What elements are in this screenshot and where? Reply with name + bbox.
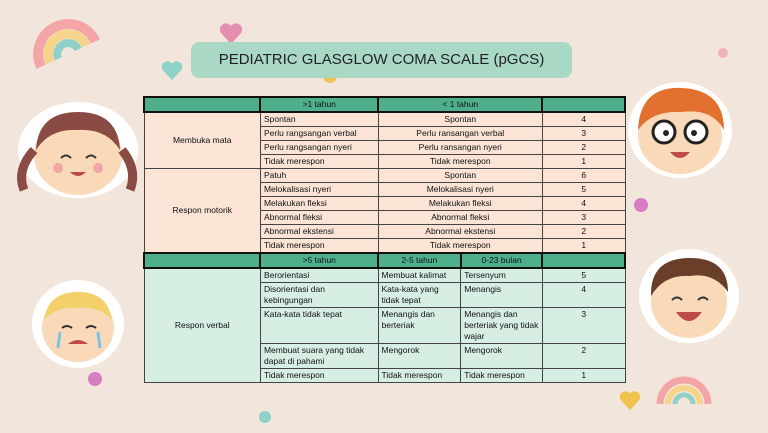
cell: Tidak merespon <box>260 369 378 383</box>
score-cell: 4 <box>542 283 625 308</box>
page-title: PEDIATRIC GLASGLOW COMA SCALE (pGCS) <box>191 42 572 78</box>
table-row <box>144 169 625 183</box>
cell: Mengorok <box>378 344 461 369</box>
cell: Abnormal ekstensi <box>378 225 542 239</box>
cell: Patuh <box>260 169 378 183</box>
cell: Spontan <box>378 112 542 127</box>
category-verbal: Respon verbal <box>144 268 260 383</box>
cell: Tidak merespon <box>378 239 542 254</box>
cell: Melokalisasi nyeri <box>378 183 542 197</box>
header-row-age-2 <box>144 253 625 268</box>
score-cell: 5 <box>542 183 625 197</box>
cell: Disorientasi dan kebingungan <box>260 283 378 308</box>
cell: Melokalisasi nyeri <box>260 183 378 197</box>
cell: Abnormal fleksi <box>260 211 378 225</box>
table-row <box>144 268 625 283</box>
laughing-boy-face-icon <box>638 246 740 344</box>
header-under-1-year: < 1 tahun <box>378 97 542 112</box>
category-motor: Respon motorik <box>144 169 260 254</box>
score-cell: 2 <box>542 344 625 369</box>
cell: Tidak merespon <box>461 369 543 383</box>
cell: Abnormal ekstensi <box>260 225 378 239</box>
header-over-5-years: >5 tahun <box>260 253 378 268</box>
table-row <box>144 112 625 127</box>
score-cell: 4 <box>542 197 625 211</box>
score-cell: 3 <box>542 127 625 141</box>
score-cell: 1 <box>542 369 625 383</box>
score-cell: 2 <box>542 141 625 155</box>
score-cell: 1 <box>542 239 625 254</box>
cell: Menangis dan berteriak <box>378 308 461 344</box>
boy-glasses-face-icon <box>626 80 734 180</box>
heart-icon <box>618 390 642 412</box>
cell: Tidak merespon <box>378 155 542 169</box>
cell: Kata-kata tidak tepat <box>260 308 378 344</box>
cell: Spontan <box>260 112 378 127</box>
score-cell: 3 <box>542 308 625 344</box>
score-cell: 6 <box>542 169 625 183</box>
dot-icon <box>716 46 730 60</box>
header-row-age-1 <box>144 97 625 112</box>
header-2-5-years: 2-5 tahun <box>378 253 461 268</box>
cell: Berorientasi <box>260 268 378 283</box>
score-cell: 2 <box>542 225 625 239</box>
cell: Perlu ransangan nyeri <box>378 141 542 155</box>
cell: Spontan <box>378 169 542 183</box>
cell: Melakukan fleksi <box>260 197 378 211</box>
cell: Membuat suara yang tidak dapat di pahami <box>260 344 378 369</box>
dot-icon <box>256 408 274 426</box>
score-cell: 5 <box>542 268 625 283</box>
rainbow-bottom-right-icon <box>656 364 712 408</box>
pgcs-table <box>143 96 626 383</box>
dot-icon <box>632 196 650 214</box>
cell: Perlu rangsangan verbal <box>260 127 378 141</box>
header-score-cell <box>542 253 625 268</box>
cell: Kata-kata yang tidak tepat <box>378 283 461 308</box>
cell: Tidak merespon <box>260 155 378 169</box>
cell: Abnormal fleksi <box>378 211 542 225</box>
cell: Perlu rangsangan nyeri <box>260 141 378 155</box>
header-empty-cell <box>144 253 260 268</box>
rainbow-top-left-icon <box>28 5 100 71</box>
header-0-23-months: 0-23 bulan <box>461 253 543 268</box>
header-over-1-year: >1 tahun <box>260 97 378 112</box>
cell: Mengorok <box>461 344 543 369</box>
cell: Perlu ransangan verbal <box>378 127 542 141</box>
crying-baby-face-icon <box>30 276 126 368</box>
dot-icon <box>86 370 104 388</box>
score-cell: 4 <box>542 112 625 127</box>
category-eye: Membuka mata <box>144 112 260 169</box>
score-cell: 1 <box>542 155 625 169</box>
cell: Tersenyum <box>461 268 543 283</box>
heart-icon <box>160 60 184 82</box>
cell: Membuat kalimat <box>378 268 461 283</box>
cell: Melakukan fleksi <box>378 197 542 211</box>
cell: Menangis dan berteriak yang tidak wajar <box>461 308 543 344</box>
header-empty-cell <box>144 97 260 112</box>
girl-face-icon <box>6 100 146 200</box>
cell: Menangis <box>461 283 543 308</box>
cell: Tidak merespon <box>260 239 378 254</box>
cell: Tidak merespon <box>378 369 461 383</box>
header-score-cell <box>542 97 625 112</box>
score-cell: 3 <box>542 211 625 225</box>
